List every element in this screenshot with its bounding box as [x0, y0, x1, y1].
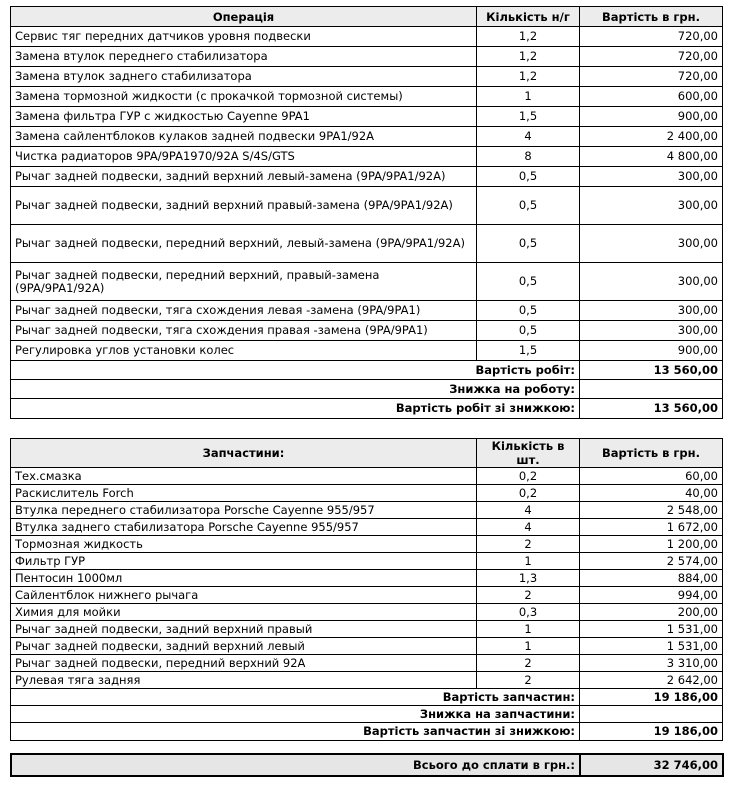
parts-name-cell: Пентосин 1000мл [11, 570, 477, 587]
parts-qty-cell: 1 [477, 621, 580, 638]
parts-name-cell: Сайлентблок нижнего рычага [11, 587, 477, 604]
grand-total-row [11, 754, 723, 776]
parts-qty-cell: 2 [477, 536, 580, 553]
parts-row [11, 502, 723, 519]
parts-discount-value [580, 706, 723, 723]
works-price-cell: 300,00 [580, 321, 723, 341]
parts-name-cell: Химия для мойки [11, 604, 477, 621]
works-price-cell: 900,00 [580, 107, 723, 127]
works-price-cell: 300,00 [580, 301, 723, 321]
works-operation-cell: Рычаг задней подвески, задний верхний левый-замена (9PA/9PA1/92A) [11, 167, 477, 187]
parts-row [11, 621, 723, 638]
works-hours-cell: 1,2 [477, 67, 580, 87]
works-price-cell: 720,00 [580, 27, 723, 47]
works-discount-value [580, 380, 723, 399]
parts-qty-cell: 4 [477, 519, 580, 536]
parts-body [11, 468, 723, 689]
works-row [11, 27, 723, 47]
parts-row [11, 468, 723, 485]
works-operation-cell: Рычаг задней подвески, задний верхний правый-замена (9PA/9PA1/92A) [11, 187, 477, 225]
parts-price-cell: 2 642,00 [580, 672, 723, 689]
parts-price-cell: 884,00 [580, 570, 723, 587]
parts-price-cell: 1 531,00 [580, 638, 723, 655]
works-row [11, 301, 723, 321]
parts-row [11, 570, 723, 587]
works-hours-cell: 1,2 [477, 47, 580, 67]
parts-price-cell: 994,00 [580, 587, 723, 604]
works-price-cell: 300,00 [580, 187, 723, 225]
works-hours-cell: 4 [477, 127, 580, 147]
parts-row [11, 672, 723, 689]
works-header-operation: Операція [11, 7, 477, 27]
works-row [11, 127, 723, 147]
works-total-label: Вартість робіт: [11, 361, 580, 380]
works-discount-row [11, 380, 723, 399]
works-price-cell: 300,00 [580, 167, 723, 187]
works-hours-cell: 1,5 [477, 107, 580, 127]
parts-name-cell: Втулка заднего стабилизатора Porsche Cayenne 955/957 [11, 519, 477, 536]
parts-row [11, 553, 723, 570]
works-row [11, 47, 723, 67]
works-operation-cell: Рычаг задней подвески, передний верхний, правый-замена (9PA/9PA1/92A) [11, 263, 477, 301]
parts-discount-row [11, 706, 723, 723]
works-row [11, 107, 723, 127]
parts-header-price: Вартість в грн. [580, 439, 723, 468]
works-price-cell: 300,00 [580, 225, 723, 263]
parts-qty-cell: 0,2 [477, 485, 580, 502]
works-price-cell: 600,00 [580, 87, 723, 107]
works-hours-cell: 0,5 [477, 263, 580, 301]
works-price-cell: 720,00 [580, 67, 723, 87]
parts-qty-cell: 0,2 [477, 468, 580, 485]
parts-row [11, 604, 723, 621]
works-operation-cell: Рычаг задней подвески, тяга схождения левая -замена (9PA/9PA1) [11, 301, 477, 321]
works-header-price: Вартість в грн. [580, 7, 723, 27]
parts-total-label: Вартість запчастин: [11, 689, 580, 706]
parts-price-cell: 60,00 [580, 468, 723, 485]
works-hours-cell: 1 [477, 87, 580, 107]
works-hours-cell: 0,5 [477, 167, 580, 187]
works-operation-cell: Замена тормозной жидкости (с прокачкой тормозной системы) [11, 87, 477, 107]
parts-price-cell: 200,00 [580, 604, 723, 621]
parts-with-discount-row [11, 723, 723, 741]
works-with-discount-row [11, 399, 723, 419]
works-price-cell: 4 800,00 [580, 147, 723, 167]
works-total-value: 13 560,00 [580, 361, 723, 380]
parts-total-row [11, 689, 723, 706]
parts-row [11, 638, 723, 655]
works-operation-cell: Замена фильтра ГУР с жидкостью Cayenne 9PA1 [11, 107, 477, 127]
works-operation-cell: Сервис тяг передних датчиков уровня подвески [11, 27, 477, 47]
parts-name-cell: Тех.смазка [11, 468, 477, 485]
works-operation-cell: Рычаг задней подвески, передний верхний, левый-замена (9PA/9PA1/92A) [11, 225, 477, 263]
parts-price-cell: 1 672,00 [580, 519, 723, 536]
parts-name-cell: Тормозная жидкость [11, 536, 477, 553]
parts-name-cell: Рулевая тяга задняя [11, 672, 477, 689]
works-price-cell: 2 400,00 [580, 127, 723, 147]
works-operation-cell: Замена втулок переднего стабилизатора [11, 47, 477, 67]
grand-total-table [10, 753, 724, 777]
parts-header-name: Запчастини: [11, 439, 477, 468]
parts-price-cell: 3 310,00 [580, 655, 723, 672]
works-with-discount-label: Вартість робіт зі знижкою: [11, 399, 580, 419]
parts-price-cell: 2 548,00 [580, 502, 723, 519]
works-operation-cell: Чистка радиаторов 9PA/9PA1970/92A S/4S/GTS [11, 147, 477, 167]
parts-name-cell: Втулка переднего стабилизатора Porsche Cayenne 955/957 [11, 502, 477, 519]
works-hours-cell: 0,5 [477, 187, 580, 225]
parts-total-value: 19 186,00 [580, 689, 723, 706]
parts-qty-cell: 4 [477, 502, 580, 519]
works-body [11, 27, 723, 361]
works-table [10, 6, 723, 419]
works-row [11, 263, 723, 301]
parts-qty-cell: 1 [477, 553, 580, 570]
works-row [11, 87, 723, 107]
works-hours-cell: 1,2 [477, 27, 580, 47]
works-hours-cell: 0,5 [477, 301, 580, 321]
works-row [11, 167, 723, 187]
parts-header-qty: Кількість в шт. [477, 439, 580, 468]
works-hours-cell: 1,5 [477, 341, 580, 361]
parts-row [11, 536, 723, 553]
works-row [11, 67, 723, 87]
parts-row [11, 587, 723, 604]
works-operation-cell: Регулировка углов установки колес [11, 341, 477, 361]
works-discount-label: Знижка на роботу: [11, 380, 580, 399]
works-price-cell: 720,00 [580, 47, 723, 67]
parts-name-cell: Раскислитель Forch [11, 485, 477, 502]
works-operation-cell: Замена сайлентблоков кулаков задней подвески 9PA1/92A [11, 127, 477, 147]
works-row [11, 187, 723, 225]
works-price-cell: 900,00 [580, 341, 723, 361]
grand-total-label: Всього до сплати в грн.: [11, 754, 580, 776]
parts-price-cell: 40,00 [580, 485, 723, 502]
parts-with-discount-label: Вартість запчастин зі знижкою: [11, 723, 580, 741]
works-operation-cell: Замена втулок заднего стабилизатора [11, 67, 477, 87]
parts-price-cell: 1 531,00 [580, 621, 723, 638]
works-hours-cell: 0,5 [477, 321, 580, 341]
parts-name-cell: Рычаг задней подвески, задний верхний левый [11, 638, 477, 655]
works-header-hours: Кількість н/г [477, 7, 580, 27]
parts-with-discount-value: 19 186,00 [580, 723, 723, 741]
works-hours-cell: 8 [477, 147, 580, 167]
parts-table [10, 438, 723, 741]
works-row [11, 225, 723, 263]
works-operation-cell: Рычаг задней подвески, тяга схождения правая -замена (9PA/9PA1) [11, 321, 477, 341]
parts-qty-cell: 2 [477, 672, 580, 689]
parts-qty-cell: 0,3 [477, 604, 580, 621]
parts-price-cell: 2 574,00 [580, 553, 723, 570]
parts-price-cell: 1 200,00 [580, 536, 723, 553]
parts-row [11, 655, 723, 672]
works-row [11, 321, 723, 341]
parts-name-cell: Фильтр ГУР [11, 553, 477, 570]
works-price-cell: 300,00 [580, 263, 723, 301]
parts-qty-cell: 2 [477, 655, 580, 672]
parts-qty-cell: 1,3 [477, 570, 580, 587]
grand-total-value: 32 746,00 [580, 754, 723, 776]
works-row [11, 341, 723, 361]
parts-row [11, 485, 723, 502]
works-total-row [11, 361, 723, 380]
works-with-discount-value: 13 560,00 [580, 399, 723, 419]
works-hours-cell: 0,5 [477, 225, 580, 263]
parts-name-cell: Рычаг задней подвески, передний верхний 92A [11, 655, 477, 672]
parts-row [11, 519, 723, 536]
parts-name-cell: Рычаг задней подвески, задний верхний правый [11, 621, 477, 638]
parts-qty-cell: 1 [477, 638, 580, 655]
works-row [11, 147, 723, 167]
parts-discount-label: Знижка на запчастини: [11, 706, 580, 723]
parts-qty-cell: 2 [477, 587, 580, 604]
